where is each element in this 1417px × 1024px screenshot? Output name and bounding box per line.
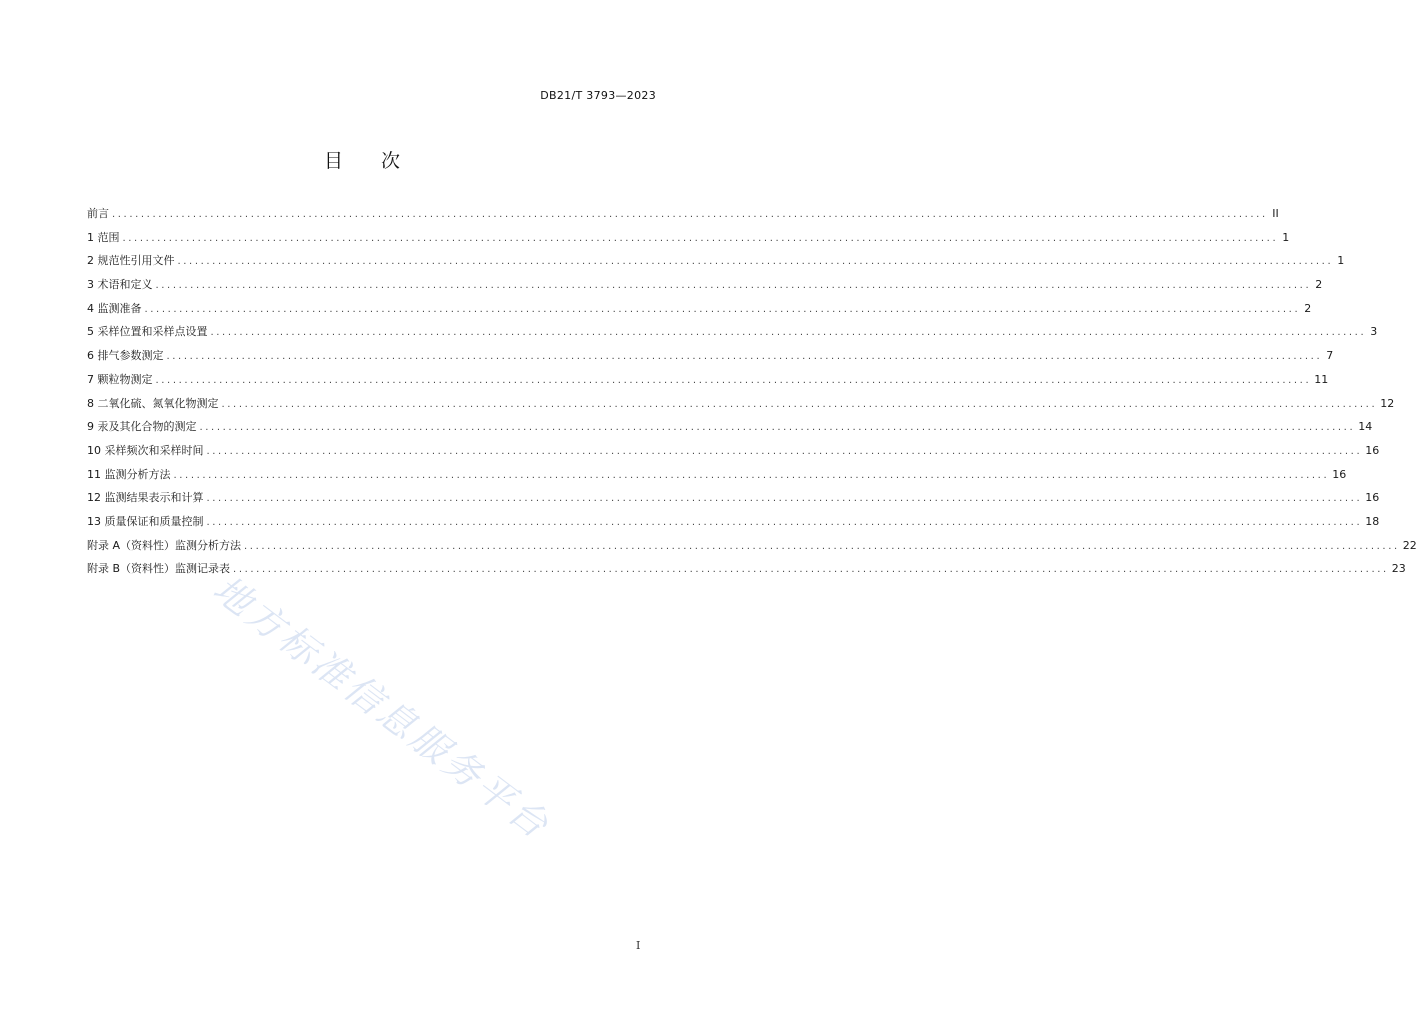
toc-entry-page: 2 xyxy=(1315,278,1323,292)
toc-entry-mercury[interactable] xyxy=(87,417,1373,441)
page-number: I xyxy=(636,939,641,952)
toc-leader-dots: ........................................................................................................................................................................................................ xyxy=(233,564,1389,576)
toc-title-part1: 目 xyxy=(323,150,343,172)
document-code: DB21/T 3793—2023 xyxy=(540,89,656,102)
toc-entry-exhaust-parameters[interactable] xyxy=(87,346,1334,370)
toc-entry-page: 18 xyxy=(1365,514,1380,528)
toc-entry-label: 8 二氧化硫、氮氧化物测定 xyxy=(87,396,219,410)
toc-entry-page: 2 xyxy=(1304,301,1312,315)
toc-entry-foreword[interactable] xyxy=(87,204,1279,228)
toc-entry-so2-nox[interactable] xyxy=(87,394,1395,418)
toc-entry-label: 6 排气参数测定 xyxy=(87,349,164,363)
toc-entry-appendix-a[interactable] xyxy=(87,536,1417,560)
toc-entry-page: 16 xyxy=(1365,443,1380,457)
toc-entry-results-calculation[interactable] xyxy=(87,488,1380,512)
toc-title xyxy=(0,146,724,173)
toc-title-part2: 次 xyxy=(381,150,401,172)
toc-entry-label: 3 术语和定义 xyxy=(87,278,153,292)
toc-entry-label: 附录 A（资料性）监测分析方法 xyxy=(87,538,242,552)
toc-entry-label: 9 汞及其化合物的测定 xyxy=(87,420,197,434)
toc-entry-monitoring-preparation[interactable] xyxy=(87,299,1312,323)
toc-leader-dots: ........................................................................................................................................................................................................ xyxy=(122,232,1279,244)
toc-entry-sampling-location[interactable] xyxy=(87,322,1378,346)
toc-leader-dots: ........................................................................................................................................................................................................ xyxy=(166,351,1323,363)
toc-entry-normative-references[interactable] xyxy=(87,251,1345,275)
toc-leader-dots: ........................................................................................................................................................................................................ xyxy=(206,445,1363,457)
toc-entry-page: 3 xyxy=(1370,325,1378,339)
toc-entry-page: 12 xyxy=(1380,396,1395,410)
toc-entry-label: 13 质量保证和质量控制 xyxy=(87,514,204,528)
toc-entry-particulate-matter[interactable] xyxy=(87,370,1329,394)
toc-entry-page: 1 xyxy=(1282,230,1290,244)
toc-entry-page: 16 xyxy=(1332,467,1347,481)
toc-entry-scope[interactable] xyxy=(87,228,1290,252)
toc-entry-label: 11 监测分析方法 xyxy=(87,467,171,481)
toc-entry-page: 22 xyxy=(1402,538,1417,552)
toc-entry-label: 4 监测准备 xyxy=(87,301,142,315)
toc-entry-appendix-b[interactable] xyxy=(87,559,1406,583)
toc-entry-label: 10 采样频次和采样时间 xyxy=(87,443,204,457)
toc-leader-dots: ........................................................................................................................................................................................................ xyxy=(144,303,1301,315)
toc-entry-quality-assurance[interactable] xyxy=(87,512,1380,536)
toc-entry-label: 7 颗粒物测定 xyxy=(87,372,153,386)
toc-entry-label: 前言 xyxy=(87,207,109,220)
toc-leader-dots: ........................................................................................................................................................................................................ xyxy=(244,540,1400,552)
toc-leader-dots: ........................................................................................................................................................................................................ xyxy=(177,256,1334,268)
toc-entry-label: 12 监测结果表示和计算 xyxy=(87,491,204,505)
toc-entry-label: 2 规范性引用文件 xyxy=(87,254,175,268)
toc-entry-page: 11 xyxy=(1314,372,1329,386)
toc-entry-label: 1 范围 xyxy=(87,230,120,244)
toc-entry-page: 16 xyxy=(1365,491,1380,505)
table-of-contents xyxy=(87,204,1417,583)
toc-leader-dots: ........................................................................................................................................................................................................ xyxy=(206,493,1363,505)
toc-leader-dots: ........................................................................................................................................................................................................ xyxy=(155,280,1312,292)
toc-entry-label: 5 采样位置和采样点设置 xyxy=(87,325,208,339)
watermark: 地方标准信息服务平台 xyxy=(205,567,559,849)
toc-leader-dots: ........................................................................................................................................................................................................ xyxy=(173,469,1330,481)
toc-entry-label: 附录 B（资料性）监测记录表 xyxy=(87,562,231,576)
toc-entry-terms-definitions[interactable] xyxy=(87,275,1323,299)
toc-leader-dots: ........................................................................................................................................................................................................ xyxy=(112,209,1268,220)
toc-entry-analysis-methods[interactable] xyxy=(87,465,1347,489)
toc-leader-dots: ........................................................................................................................................................................................................ xyxy=(210,327,1367,339)
toc-leader-dots: ........................................................................................................................................................................................................ xyxy=(155,374,1312,386)
toc-leader-dots: ........................................................................................................................................................................................................ xyxy=(199,422,1356,434)
toc-entry-page: II xyxy=(1272,207,1279,220)
toc-entry-page: 7 xyxy=(1326,349,1334,363)
toc-leader-dots: ........................................................................................................................................................................................................ xyxy=(206,516,1363,528)
toc-entry-page: 23 xyxy=(1391,562,1406,576)
toc-leader-dots: ........................................................................................................................................................................................................ xyxy=(221,398,1378,410)
toc-entry-page: 14 xyxy=(1358,420,1373,434)
toc-entry-sampling-frequency[interactable] xyxy=(87,441,1380,465)
toc-entry-page: 1 xyxy=(1337,254,1345,268)
